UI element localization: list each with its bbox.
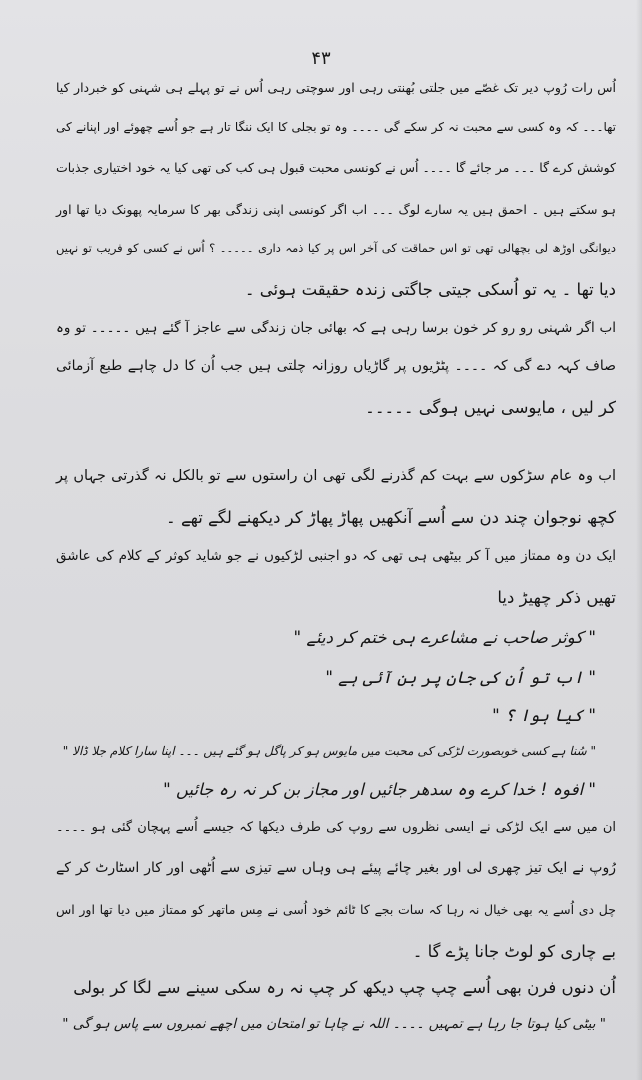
text-line: ایک دن وہ ممتاز میں آ کر بیٹھی ہی تھی کہ دو اجنبی لڑکیوں نے جو شاید کوثر کے کلام کی عاشق — [56, 548, 616, 564]
text-line: رُوپ نے ایک تیز چھری لی اور بغیر چائے پیئے ہی وہاں سے تیزی سے اُٹھی اور کار اسٹارٹ کر کے — [56, 860, 616, 876]
text-line: دیوانگی اوڑھ لی بچھالی تھی تو اس حماقت کی آخر اس پر کیا ذمہ داری ۔۔۔۔۔ ؟ اُس نے کسی کو فریب تو نہیں — [56, 241, 616, 255]
text-line: ان میں سے ایک لڑکی نے ایسی نظروں سے روپ کی طرف دیکھا کہ جیسے اُسے پہچان گئی ہو ۔۔۔۔ — [56, 820, 616, 835]
text-line: تھیں ذکر چھیڑ دیا — [497, 588, 616, 607]
dialogue-line: " اب تو اُن کی جان پر بن آئی ہے " — [325, 668, 596, 687]
text-line: دیا تھا ۔ یہ تو اُسکی جیتی جاگتی زندہ حقیقت ہوئی ۔ — [244, 280, 616, 299]
dialogue-line: " سُنا ہے کسی خوبصورت لڑکی کی محبت میں مایوس ہو کر پاگل ہو گئے ہیں ۔۔۔ اپنا سارا کلام جلا ڈالا " — [62, 744, 596, 758]
dialogue-line: " کیا ہوا ؟ " — [492, 706, 596, 725]
text-line: کر لیں ، مایوسی نہیں ہوگی ۔۔۔۔۔ — [365, 398, 616, 417]
text-line: کچھ نوجوان چند دن سے اُسے آنکھیں پھاڑ پھاڑ کر دیکھنے لگے تھے ۔ — [166, 508, 616, 527]
text-line: صاف کہہ دے گی کہ ۔۔۔۔ پٹڑیوں پر گاڑیاں روزانہ چلتی ہیں جب اُن کا دل چاہے طبع آزمائی — [56, 358, 616, 374]
text-line: اب اگر شہنی رو رو کر خون برسا رہی ہے کہ بھائی جان زندگی سے عاجز آ گئے ہیں ۔۔۔۔۔ تو وہ — [56, 320, 616, 336]
text-line: ہو سکتے ہیں ۔ احمق ہیں یہ سارے لوگ ۔۔۔ اب اگر کونسی اپنی زندگی بھر کا سرمایہ پھونک دیا تھا اور — [56, 202, 616, 217]
text-line: کوشش کرے گا ۔۔۔ مر جائے گا ۔۔۔۔ اُس نے کونسی محبت قبول ہی کب کی تھی کیا یہ خود اختیاری جذبات — [55, 160, 616, 175]
dialogue-line: " کوثر صاحب نے مشاعرے ہی ختم کر دیئے " — [293, 628, 596, 647]
dialogue-line: " بیٹی کیا ہوتا جا رہا ہے تمہیں ۔۔۔۔ اللہ نے چاہا تو امتحان میں اچھے نمبروں سے پاس ہو گی " — [62, 1016, 606, 1032]
text-line: تھا۔۔۔ کہ وہ کسی سے محبت نہ کر سکے گی ۔۔۔۔ وہ تو بجلی کا ایک ننگا تار ہے جو اُسے چھوئے اور اپنانے کی — [56, 120, 616, 134]
text-line: اُن دنوں فرن بھی اُسے چپ چپ دیکھ کر چپ نہ رہ سکی سینے سے لگا کر بولی — [73, 978, 616, 997]
page-edge-shadow — [636, 0, 642, 1080]
text-line: چل دی اُسے یہ بھی خیال نہ رہا کہ سات بجے کا ٹائم خود اُسی نے مِس ماتھر کو ممتاز میں دیا تھا اور اس — [56, 902, 616, 917]
text-line: اب وہ عام سڑکوں سے بہت کم گذرنے لگی تھی ان راستوں سے تو بالکل نہ گذرتی جہاں پر — [56, 468, 616, 484]
page-number: ۴۳ — [311, 48, 331, 69]
text-line: اُس رات رُوپ دیر تک غصّے میں جلتی بُھنتی رہی اور سوچتی رہی اُس نے تو پہلے ہی شہنی کو خبردار کیا — [56, 80, 616, 95]
dialogue-line: " افوہ ! خدا کرے وہ سدھر جائیں اور مجاز بن کر نہ رہ جائیں " — [163, 780, 596, 799]
text-line: بے چاری کو لوٹ جانا پڑے گا ۔ — [412, 942, 616, 961]
